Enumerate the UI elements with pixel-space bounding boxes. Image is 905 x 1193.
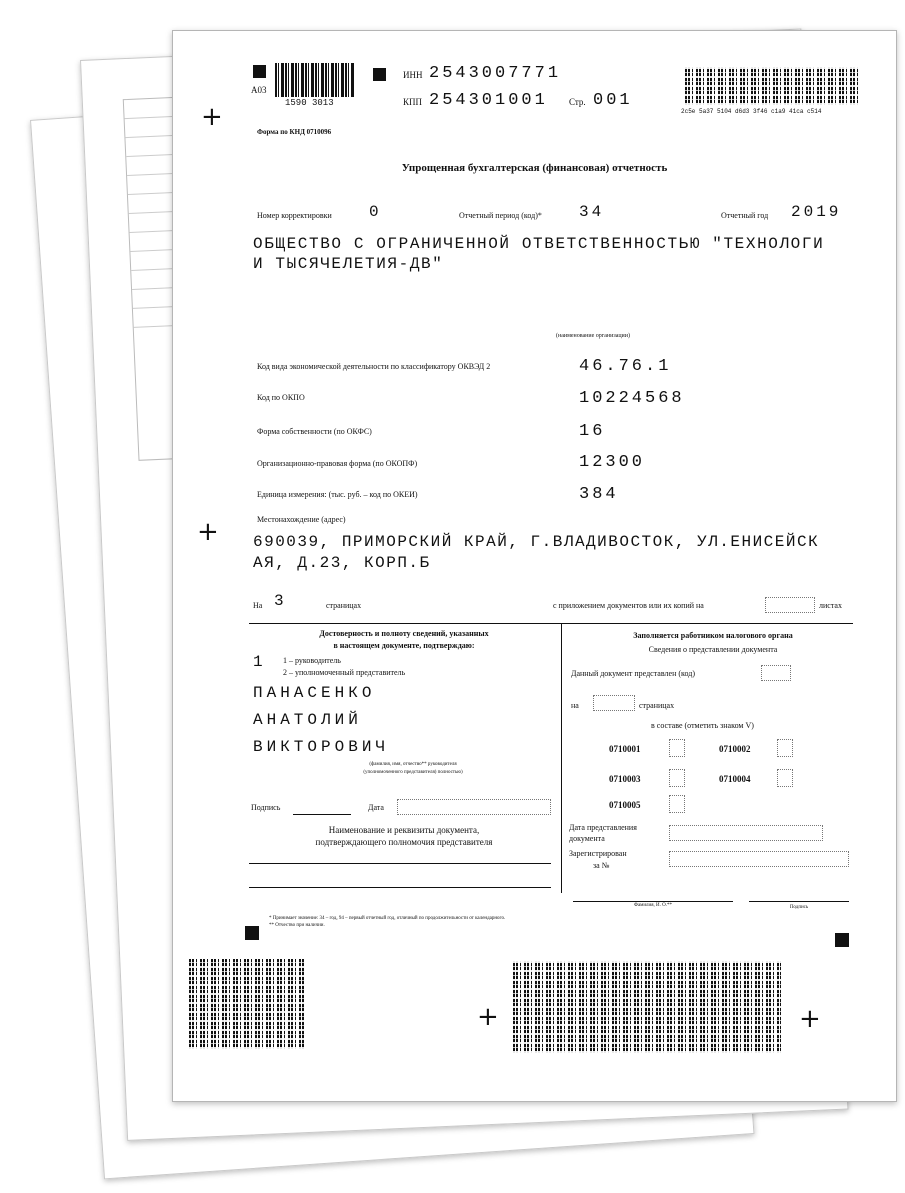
checkbox-0710002[interactable] <box>777 739 793 757</box>
org-name-line2: И ТЫСЯЧЕЛЕТИЯ-ДВ" <box>253 255 444 273</box>
checkbox-0710005[interactable] <box>669 795 685 813</box>
right-pages-field[interactable] <box>593 695 635 711</box>
confirm-title-1: Достоверность и полноту сведений, указанных <box>319 629 489 638</box>
anchor-square <box>835 933 849 947</box>
address-line2: АЯ, Д.23, КОРП.Б <box>253 554 431 572</box>
address-label: Местонахождение (адрес) <box>257 515 346 524</box>
okved-label: Код вида экономической деятельности по классификатору ОКВЭД 2 <box>257 362 491 371</box>
checkbox-0710003[interactable] <box>669 769 685 787</box>
page-value: 001 <box>593 91 633 110</box>
anchor-square <box>373 68 386 81</box>
signer-name-3: ВИКТОРОВИЧ <box>253 738 390 756</box>
period-label: Отчетный период (код)* <box>459 211 542 220</box>
2d-barcode-right <box>513 961 781 1053</box>
code-0710005: 0710005 <box>609 800 641 810</box>
anchor-square <box>245 926 259 940</box>
signer-option-1: 1 – руководитель <box>283 656 341 665</box>
org-name-caption: (наименование организации) <box>556 333 630 339</box>
okei-value: 384 <box>579 485 619 504</box>
registration-mark-plus: + <box>477 1002 499 1032</box>
signer-code: 1 <box>253 653 266 671</box>
code-0710001: 0710001 <box>609 744 641 754</box>
signature-line <box>293 814 351 815</box>
correction-value: 0 <box>369 203 382 221</box>
signature-label: Подпись <box>251 803 281 812</box>
address-line1: 690039, ПРИМОРСКИЙ КРАЙ, Г.ВЛАДИВОСТОК, УЛ.ЕНИСЕЙСК <box>253 533 820 551</box>
pages-count: 3 <box>274 592 287 610</box>
submit-date-field[interactable] <box>669 825 823 841</box>
pages-on-label: На <box>253 601 263 610</box>
right-on-label: на <box>571 701 579 710</box>
officer-name-line <box>573 901 733 902</box>
anchor-square <box>253 65 266 78</box>
submit-date-label-2: документа <box>569 834 605 843</box>
checkbox-0710001[interactable] <box>669 739 685 757</box>
page-label: Стр. <box>569 97 586 107</box>
code-0710004: 0710004 <box>719 774 751 784</box>
footnote-2: ** Отчество при наличии. <box>269 923 325 928</box>
section-divider <box>249 623 853 624</box>
okei-label: Единица измерения: (тыс. руб. – код по ОКЕИ) <box>257 490 418 499</box>
registered-label-2: за № <box>593 861 610 870</box>
date-label-left: Дата <box>368 803 384 812</box>
period-value: 34 <box>579 203 605 221</box>
correction-label: Номер корректировки <box>257 211 332 220</box>
inn-value: 2543007771 <box>429 64 562 83</box>
officer-sign-caption: Подпись <box>789 905 809 910</box>
checkbox-0710004[interactable] <box>777 769 793 787</box>
pages-label: страницах <box>326 601 362 610</box>
composition-label: в составе (отметить знаком V) <box>651 721 754 730</box>
signer-option-2: 2 – уполномоченный представитель <box>283 668 406 677</box>
right-pages-label: страницах <box>639 701 675 710</box>
knd-form: Форма по КНД 0710096 <box>257 128 332 136</box>
page-title: Упрощенная бухгалтерская (финансовая) отчетность <box>401 162 668 174</box>
auth-doc-line-1 <box>249 863 551 864</box>
code-0710003: 0710003 <box>609 774 641 784</box>
signer-name-2: АНАТОЛИЙ <box>253 711 362 729</box>
confirm-title-2: в настоящем документе, подтверждаю: <box>333 641 475 650</box>
footnote-1: * Принимает значение: 34 – год, 94 – первый отчетный год, отличный по продолжительности от календарного. <box>269 916 506 921</box>
barcode-prefix: А03 <box>251 85 267 95</box>
inn-label: ИНН <box>403 70 423 80</box>
signer-name-1: ПАНАСЕНКО <box>253 684 376 702</box>
officer-sign-line <box>749 901 849 902</box>
officer-fio-caption: Фамилия, И. О.** <box>634 903 672 908</box>
2d-barcode-header <box>685 67 861 105</box>
submitted-code-label: Данный документ представлен (код) <box>571 669 695 678</box>
okpo-value: 10224568 <box>579 389 685 408</box>
tax-officer-title: Заполняется работником налогового органа <box>633 631 793 640</box>
okfs-value: 16 <box>579 422 606 441</box>
auth-doc-line-2 <box>249 887 551 888</box>
tax-officer-subtitle: Сведения о представлении документа <box>648 645 778 654</box>
okopf-value: 12300 <box>579 453 646 472</box>
registration-mark-plus: + <box>799 1004 821 1034</box>
registration-number-field[interactable] <box>669 851 849 867</box>
2d-barcode-left <box>189 959 305 1049</box>
okved-value: 46.76.1 <box>579 357 672 376</box>
tax-form-page <box>172 30 897 1102</box>
attachments-label: с приложением документов или их копий на <box>553 601 704 610</box>
submitted-code-field[interactable] <box>761 665 791 681</box>
kpp-label: КПП <box>403 97 423 107</box>
submit-date-label-1: Дата представления <box>569 823 637 832</box>
auth-doc-title-1: Наименование и реквизиты документа, <box>328 825 480 835</box>
date-field-left[interactable] <box>397 799 551 815</box>
fio-caption-2: (уполномоченного представителя) полностью) <box>363 770 463 775</box>
attachments-sheets-field[interactable] <box>765 597 815 613</box>
sheets-label: листах <box>819 601 842 610</box>
hash-text: 2c5e 5a37 5104 d6d3 3f46 c1a9 41ca c514 <box>681 108 822 115</box>
registration-mark-plus: + <box>201 102 223 132</box>
linear-barcode <box>275 63 355 97</box>
fio-caption-1: (фамилия, имя, отчество** руководителя <box>369 762 457 767</box>
year-label: Отчетный год <box>721 211 769 220</box>
kpp-value: 254301001 <box>429 91 548 110</box>
barcode-number: 1590 3013 <box>285 98 334 108</box>
section-vertical-divider <box>561 623 562 893</box>
org-name-line1: ОБЩЕСТВО С ОГРАНИЧЕННОЙ ОТВЕТСТВЕННОСТЬЮ "ТЕХНОЛОГИ <box>253 235 825 253</box>
okpo-label: Код по ОКПО <box>257 393 305 402</box>
year-value: 2019 <box>791 203 842 221</box>
okopf-label: Организационно-правовая форма (по ОКОПФ) <box>257 459 418 468</box>
registered-label-1: Зарегистрирован <box>569 849 627 858</box>
auth-doc-title-2: подтверждающего полномочия представителя <box>315 837 493 847</box>
okfs-label: Форма собственности (по ОКФС) <box>257 427 372 436</box>
registration-mark-plus: + <box>197 517 219 547</box>
code-0710002: 0710002 <box>719 744 751 754</box>
